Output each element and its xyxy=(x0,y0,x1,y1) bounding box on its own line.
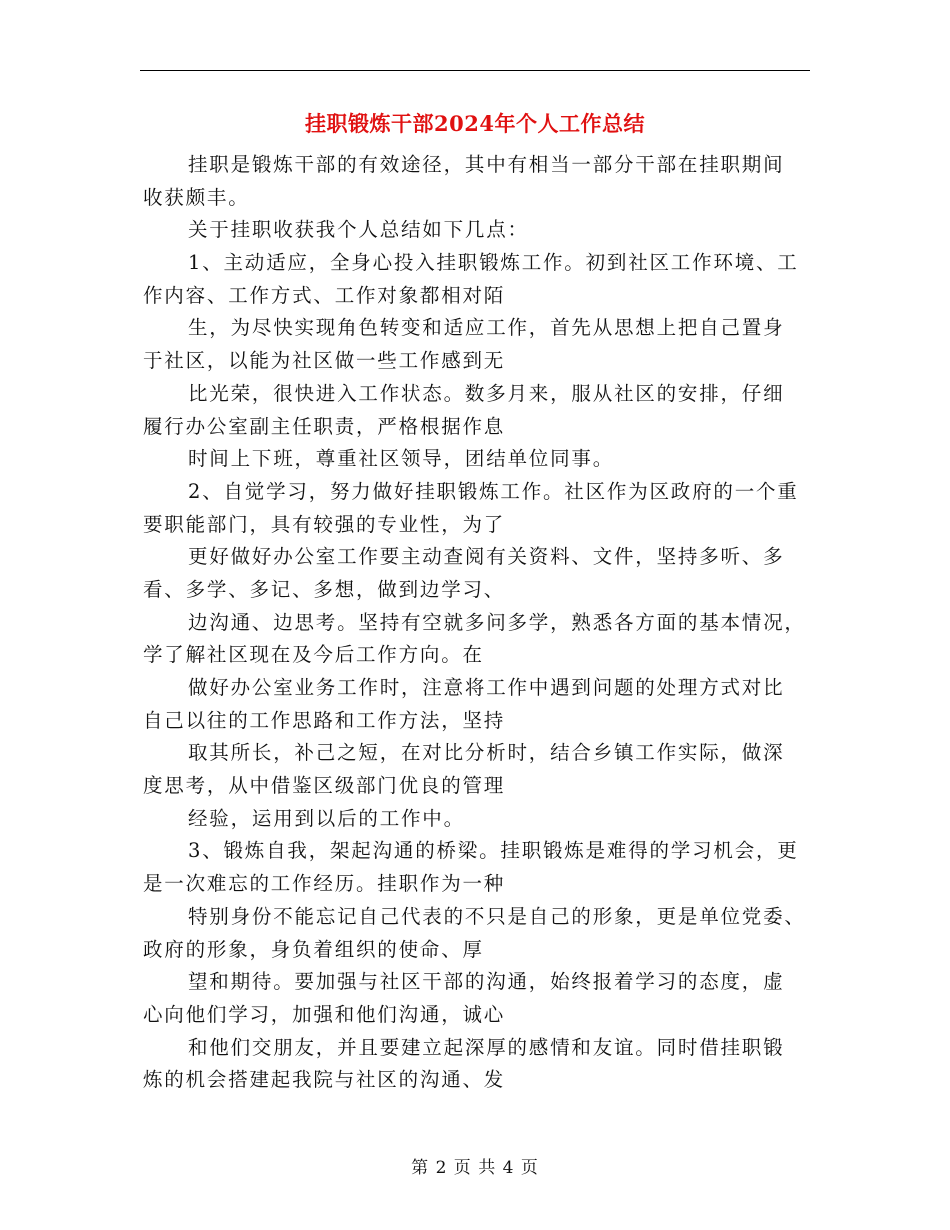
text-line: 作内容、工作方式、工作对象都相对陌 xyxy=(143,283,506,307)
text-line: 自己以往的工作思路和工作方法，坚持 xyxy=(143,708,506,732)
text-line: 度思考，从中借鉴区级部门优良的管理 xyxy=(143,774,506,798)
text-line: 比光荣，很快进入工作状态。数多月来，服从社区的安排，仔细 xyxy=(188,381,785,405)
document-body xyxy=(143,149,813,1097)
text-line: 1、主动适应，全身心投入挂职锻炼工作。初到社区工作环境、工 xyxy=(188,251,799,275)
text-line: 看、多学、多记、多想，做到边学习、 xyxy=(143,577,506,601)
page-footer: 第 2 页 共 4 页 xyxy=(411,1158,539,1178)
text-line: 更好做好办公室工作要主动查阅有关资料、文件，坚持多听、多 xyxy=(188,545,785,569)
text-line: 3、锻炼自我，架起沟通的桥梁。挂职锻炼是难得的学习机会，更 xyxy=(188,839,799,863)
text-line: 炼的机会搭建起我院与社区的沟通、发 xyxy=(143,1068,506,1092)
text-line: 收获颇丰。 xyxy=(143,185,250,209)
text-line: 边沟通、边思考。坚持有空就多问多学，熟悉各方面的基本情况， xyxy=(188,610,806,634)
text-line: 学了解社区现在及今后工作方向。在 xyxy=(143,643,484,667)
text-line: 关于挂职收获我个人总结如下几点： xyxy=(188,218,529,242)
text-line: 政府的形象，身负着组织的使命、厚 xyxy=(143,937,484,961)
text-line: 挂职是锻炼干部的有效途径，其中有相当一部分干部在挂职期间 xyxy=(188,153,785,176)
text-line: 取其所长，补己之短，在对比分析时，结合乡镇工作实际，做深 xyxy=(188,741,785,765)
text-line: 履行办公室副主任职责，严格根据作息 xyxy=(143,414,506,438)
text-line: 望和期待。要加强与社区干部的沟通，始终报着学习的态度，虚 xyxy=(188,970,785,994)
header-rule xyxy=(140,70,810,71)
text-line: 是一次难忘的工作经历。挂职作为一种 xyxy=(143,872,506,896)
text-line: 于社区，以能为社区做一些工作感到无 xyxy=(143,349,506,373)
text-line: 做好办公室业务工作时，注意将工作中遇到问题的处理方式对比 xyxy=(188,676,785,699)
text-line: 要职能部门，具有较强的专业性，为了 xyxy=(143,512,506,536)
text-line: 和他们交朋友，并且要建立起深厚的感情和友谊。同时借挂职锻 xyxy=(188,1035,785,1059)
text-line: 时间上下班，尊重社区领导，团结单位同事。 xyxy=(188,447,615,471)
text-line: 特别身份不能忘记自己代表的不只是自己的形象，更是单位党委、 xyxy=(188,904,806,928)
text-line: 心向他们学习，加强和他们沟通，诚心 xyxy=(143,1002,506,1026)
document-title: 挂职锻炼干部2024年个人工作总结 xyxy=(305,111,645,136)
text-line: 经验，运用到以后的工作中。 xyxy=(188,806,465,830)
text-line: 生，为尽快实现角色转变和适应工作，首先从思想上把自己置身 xyxy=(188,316,785,340)
text-line: 2、自觉学习，努力做好挂职锻炼工作。社区作为区政府的一个重 xyxy=(188,479,799,503)
